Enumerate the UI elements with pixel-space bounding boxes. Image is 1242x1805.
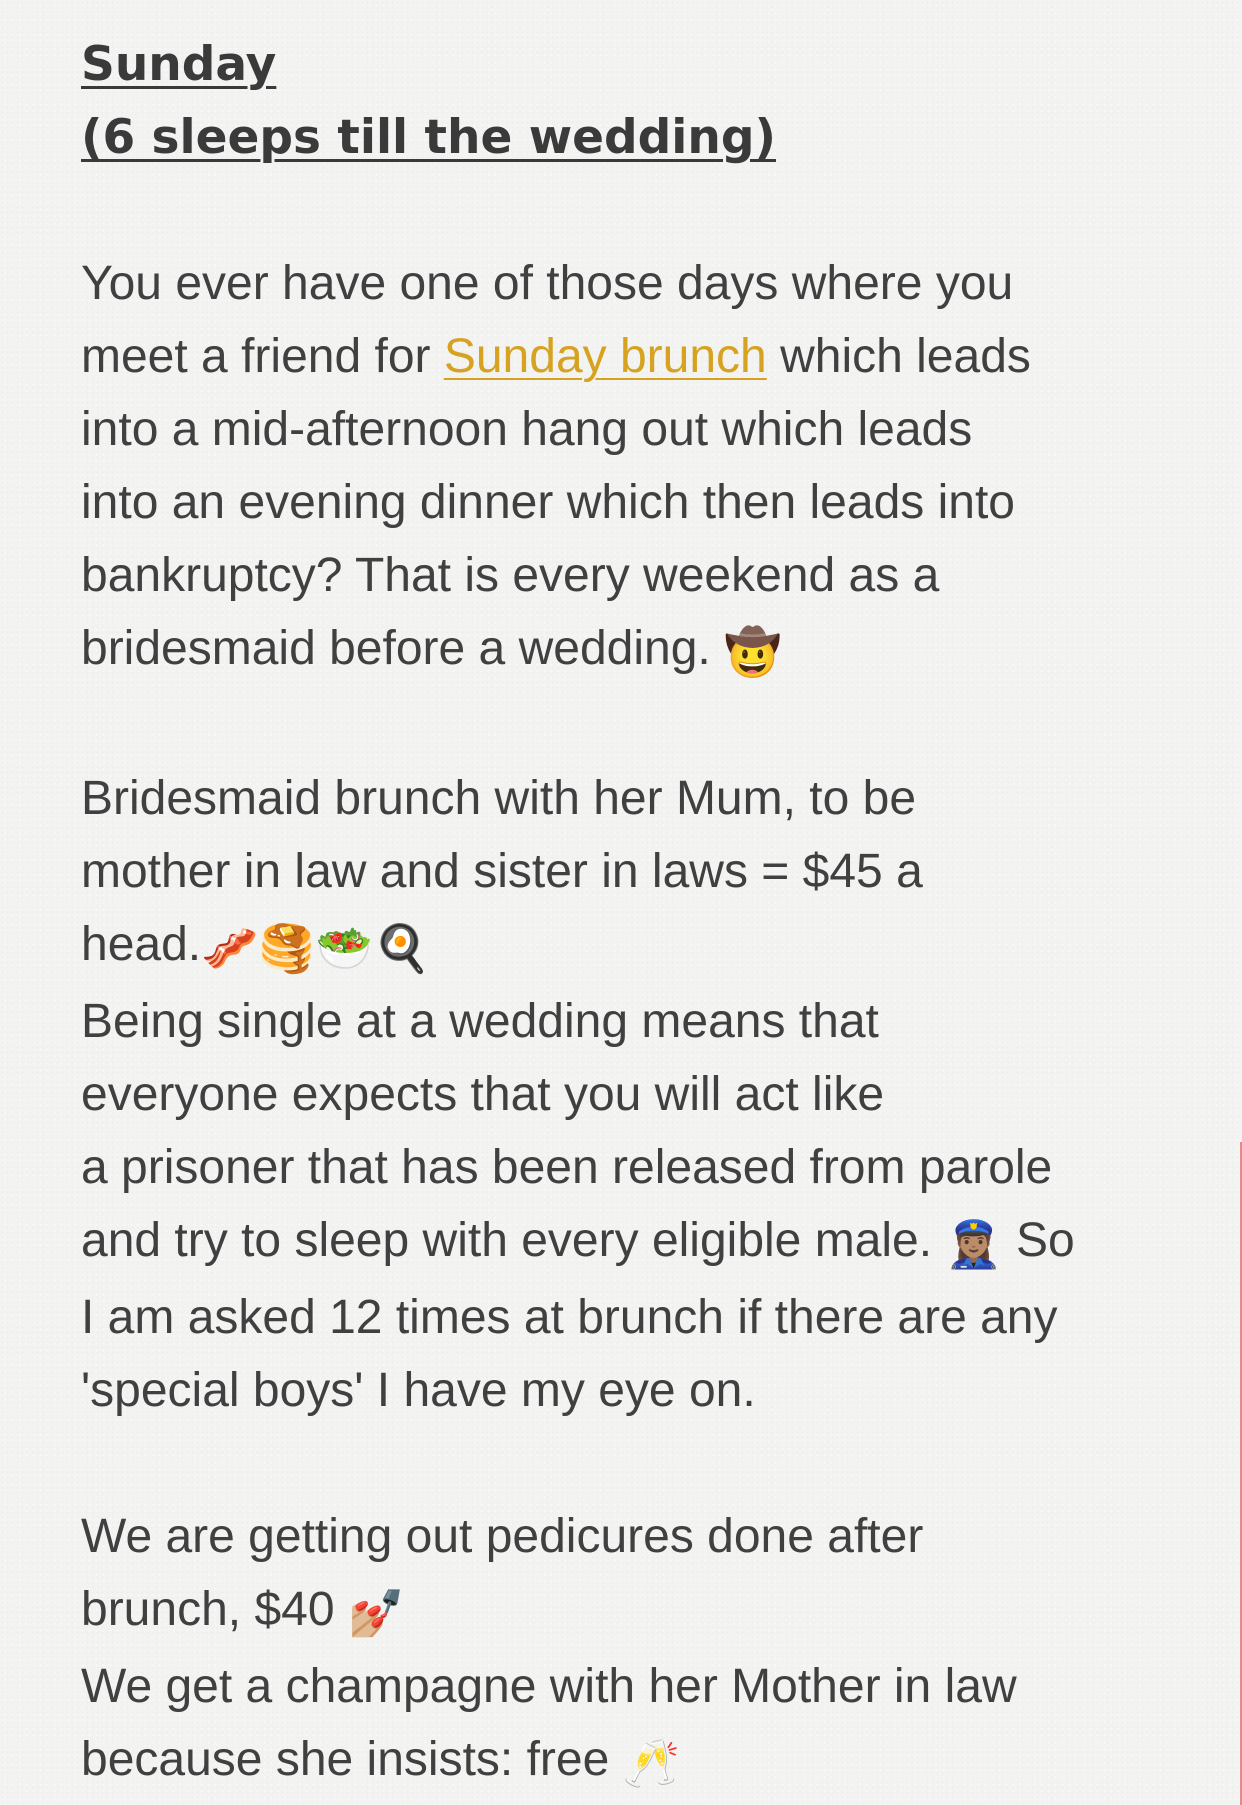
text-segment: meet a friend for: [81, 330, 444, 383]
text-line: Bridesmaid brunch with her Mum, to be: [81, 772, 917, 825]
text-line: mother in law and sister in laws = $45 a: [81, 845, 923, 898]
text-line: into a mid-afternoon hang out which leads: [81, 403, 973, 456]
note-content: [81, 28, 1201, 1800]
note-heading: [81, 28, 1201, 174]
cowboy-emoji-icon: 🤠: [724, 625, 782, 679]
text-line: bankruptcy? That is every weekend as a: [81, 549, 940, 602]
text-segment: brunch, $40: [81, 1583, 348, 1636]
text-line: [81, 908, 1201, 985]
text-line: into an evening dinner which then leads into: [81, 476, 1015, 529]
text-segment: So: [1002, 1214, 1075, 1267]
heading-countdown: (6 sleeps till the wedding): [81, 110, 776, 165]
police-officer-emoji-icon: 👮🏽‍♀️: [945, 1217, 1003, 1271]
text-line: [81, 1723, 1201, 1800]
paragraph-pedicure: [81, 1500, 1201, 1800]
text-line: [81, 1573, 1201, 1650]
text-line: [81, 320, 1201, 393]
text-line: 'special boys' I have my eye on.: [81, 1364, 756, 1417]
text-segment: because she insists: free: [81, 1733, 623, 1786]
text-line: I am asked 12 times at brunch if there are any: [81, 1291, 1058, 1344]
text-line: a prisoner that has been released from parole: [81, 1141, 1053, 1194]
heading-day: Sunday: [81, 37, 277, 92]
champagne-emoji-icon: 🥂: [622, 1736, 680, 1790]
text-segment: and try to sleep with every eligible male.: [81, 1214, 946, 1267]
text-line: Being single at a wedding means that: [81, 995, 879, 1048]
food-emoji-icons: 🥓🥞🥗🍳: [201, 921, 431, 975]
spacer: [81, 689, 1201, 762]
nail-polish-emoji-icon: 💅🏼: [347, 1586, 406, 1640]
text-segment: which leads: [766, 330, 1031, 383]
text-segment: bridesmaid before a wedding.: [81, 622, 725, 675]
text-segment: head.: [81, 918, 202, 971]
sunday-brunch-link[interactable]: Sunday brunch: [443, 330, 767, 383]
text-line: We are getting out pedicures done after: [81, 1510, 924, 1563]
paragraph-intro: [81, 247, 1201, 689]
text-line: everyone expects that you will act like: [81, 1068, 885, 1121]
spacer: [81, 174, 1201, 247]
text-line: [81, 612, 1201, 689]
text-line: We get a champagne with her Mother in law: [81, 1660, 1017, 1713]
text-line: [81, 1204, 1201, 1281]
text-line: You ever have one of those days where you: [81, 257, 1014, 310]
spacer: [81, 1427, 1201, 1500]
paragraph-brunch: [81, 762, 1201, 1427]
